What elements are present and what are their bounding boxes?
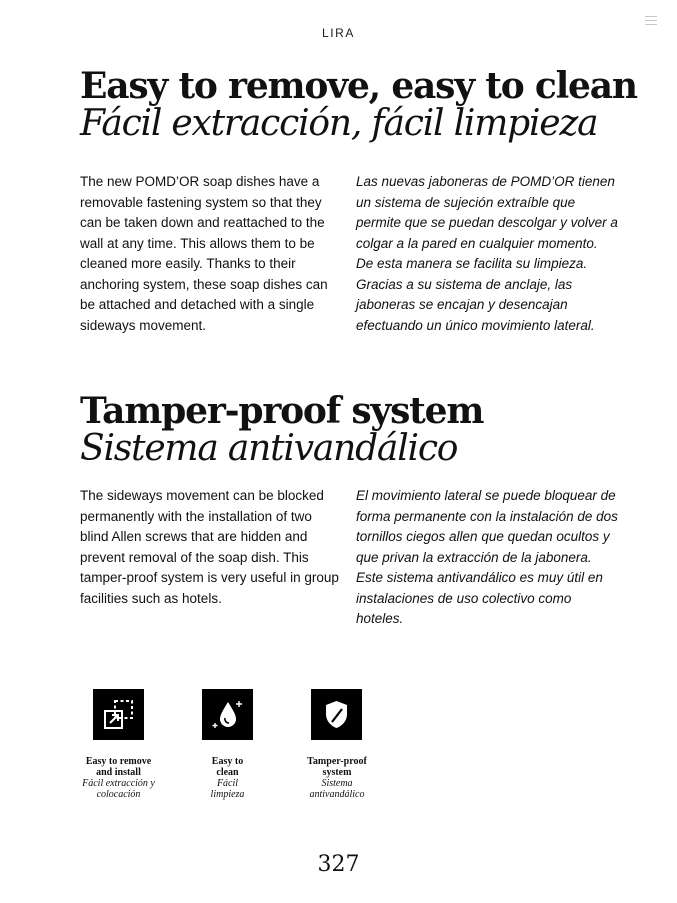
feature-label-es: Fácil limpieza bbox=[210, 778, 245, 800]
section-body-en: The new POMD’OR soap dishes have a removable fastening system so that they can be taken down and reattached to the wall at any time. This allows them to be cleaned more easily. Thanks to their anchoring system, these soap dishes can be attached and detached with a single sideways movement. bbox=[80, 174, 328, 333]
remove-install-icon bbox=[93, 689, 144, 740]
feature-label-es: Fácil extracción y colocación bbox=[82, 778, 155, 800]
water-drop-icon bbox=[202, 689, 253, 740]
section-title-en: Tamper-proof system bbox=[80, 390, 484, 432]
feature-caption bbox=[202, 756, 253, 800]
brand-name: LIRA bbox=[321, 26, 356, 40]
section-title-es: Fácil extracción, fácil limpieza bbox=[80, 103, 598, 144]
feature-label-en: Easy to clean bbox=[211, 756, 244, 778]
feature-label-en: Tamper-proof system bbox=[307, 756, 367, 778]
feature-caption bbox=[78, 756, 159, 800]
feature-label-es: Sistema antivandálico bbox=[309, 778, 365, 800]
section-body-es: Las nuevas jaboneras de POMD’OR tienen un sistema de sujeción extraíble que permite que se puedan descolgar y volver a colgar a la pared en cualquier momento. De esta manera se facilita su limpieza. Gracias a su sistema de anclaje, las jaboneras se encajan y desencajan efectuando un único movimiento lateral. bbox=[356, 174, 618, 333]
page-number: 327 bbox=[317, 852, 360, 877]
feature-caption bbox=[297, 756, 377, 800]
section-title-en: Easy to remove, easy to clean bbox=[80, 65, 637, 107]
section-body-en: The sideways movement can be blocked permanently with the installation of two blind Allen screws that are hidden and prevent removal of the soap dish. This tamper-proof system is very useful in group facilities such as hotels. bbox=[80, 488, 339, 606]
feature-label-en: Easy to remove and install bbox=[85, 756, 152, 778]
shield-icon bbox=[311, 689, 362, 740]
section-body-es: El movimiento lateral se puede bloquear de forma permanente con la instalación de dos tornillos ciegos allen que quedan ocultos y que privan la extracción de la jabonera. Este sistema antivandálico es muy útil en instalaciones de uso colectivo como hoteles. bbox=[356, 488, 618, 626]
hamburger-icon[interactable] bbox=[645, 16, 657, 28]
section-title-es: Sistema antivandálico bbox=[80, 428, 458, 469]
